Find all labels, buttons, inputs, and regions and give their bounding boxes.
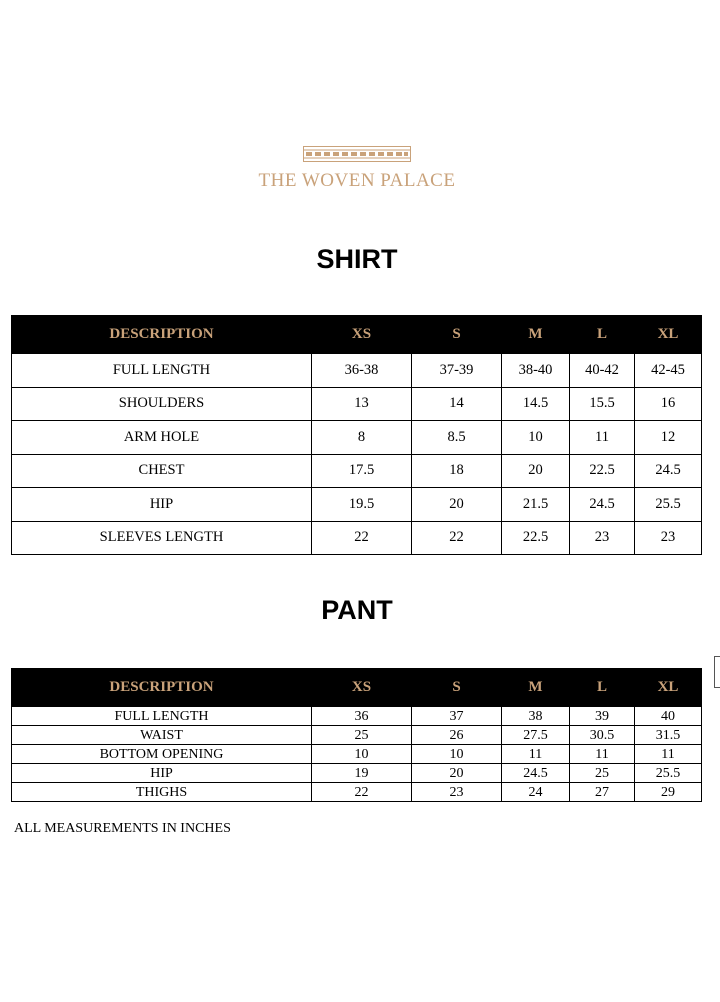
table-header-row bbox=[12, 316, 702, 354]
measurement-value: 11 bbox=[570, 421, 635, 455]
measurement-value: 14 bbox=[412, 387, 502, 421]
column-header-description: DESCRIPTION bbox=[12, 316, 312, 354]
measurement-value: 37-39 bbox=[412, 354, 502, 388]
table-row bbox=[12, 454, 702, 488]
measurement-value: 25 bbox=[570, 764, 635, 783]
measurement-value: 29 bbox=[635, 783, 702, 802]
measurement-label: CHEST bbox=[12, 454, 312, 488]
measurement-label: HIP bbox=[12, 764, 312, 783]
measurement-value: 36-38 bbox=[312, 354, 412, 388]
measurement-label: BOTTOM OPENING bbox=[12, 745, 312, 764]
table-header-row bbox=[12, 669, 702, 707]
measurement-value: 30.5 bbox=[570, 726, 635, 745]
measurement-value: 12 bbox=[635, 421, 702, 455]
column-header-description: DESCRIPTION bbox=[12, 669, 312, 707]
measurement-label: SLEEVES LENGTH bbox=[12, 521, 312, 555]
measurement-value: 18 bbox=[412, 454, 502, 488]
measurement-value: 16 bbox=[635, 387, 702, 421]
measurement-value: 17.5 bbox=[312, 454, 412, 488]
measurement-value: 22 bbox=[312, 521, 412, 555]
brand-name: THE WOVEN PALACE bbox=[258, 170, 456, 191]
column-header-size: L bbox=[570, 316, 635, 354]
measurement-value: 22.5 bbox=[570, 454, 635, 488]
measurement-note: ALL MEASUREMENTS IN INCHES bbox=[14, 821, 231, 836]
measurement-value: 24.5 bbox=[635, 454, 702, 488]
measurement-value: 11 bbox=[502, 745, 570, 764]
shirt-title: SHIRT bbox=[316, 244, 398, 274]
measurement-label: SHOULDERS bbox=[12, 387, 312, 421]
measurement-label: WAIST bbox=[12, 726, 312, 745]
measurement-value: 23 bbox=[635, 521, 702, 555]
measurement-value: 24.5 bbox=[570, 488, 635, 522]
table-row bbox=[12, 521, 702, 555]
measurement-value: 20 bbox=[412, 764, 502, 783]
measurement-label: FULL LENGTH bbox=[12, 354, 312, 388]
measurement-value: 19.5 bbox=[312, 488, 412, 522]
measurement-value: 11 bbox=[635, 745, 702, 764]
table-row bbox=[12, 726, 702, 745]
column-header-size: XL bbox=[635, 316, 702, 354]
shirt-size-table bbox=[11, 315, 702, 555]
measurement-value: 24 bbox=[502, 783, 570, 802]
woven-pattern-logo-icon bbox=[303, 146, 411, 162]
measurement-value: 36 bbox=[312, 707, 412, 726]
table-row bbox=[12, 488, 702, 522]
measurement-value: 38 bbox=[502, 707, 570, 726]
table-row bbox=[12, 783, 702, 802]
measurement-value: 10 bbox=[412, 745, 502, 764]
measurement-value: 20 bbox=[502, 454, 570, 488]
column-header-size: S bbox=[412, 669, 502, 707]
measurement-value: 42-45 bbox=[635, 354, 702, 388]
edge-fragment bbox=[714, 656, 720, 688]
measurement-value: 13 bbox=[312, 387, 412, 421]
measurement-value: 40-42 bbox=[570, 354, 635, 388]
measurement-value: 22.5 bbox=[502, 521, 570, 555]
measurement-label: FULL LENGTH bbox=[12, 707, 312, 726]
measurement-value: 11 bbox=[570, 745, 635, 764]
measurement-value: 10 bbox=[502, 421, 570, 455]
measurement-value: 14.5 bbox=[502, 387, 570, 421]
measurement-value: 8 bbox=[312, 421, 412, 455]
measurement-value: 22 bbox=[412, 521, 502, 555]
column-header-size: L bbox=[570, 669, 635, 707]
measurement-value: 8.5 bbox=[412, 421, 502, 455]
measurement-value: 25.5 bbox=[635, 764, 702, 783]
measurement-value: 23 bbox=[412, 783, 502, 802]
table-row bbox=[12, 745, 702, 764]
measurement-value: 24.5 bbox=[502, 764, 570, 783]
measurement-value: 26 bbox=[412, 726, 502, 745]
table-row bbox=[12, 707, 702, 726]
measurement-value: 27.5 bbox=[502, 726, 570, 745]
measurement-value: 20 bbox=[412, 488, 502, 522]
column-header-size: S bbox=[412, 316, 502, 354]
measurement-value: 31.5 bbox=[635, 726, 702, 745]
measurement-label: HIP bbox=[12, 488, 312, 522]
measurement-value: 38-40 bbox=[502, 354, 570, 388]
column-header-size: M bbox=[502, 669, 570, 707]
measurement-value: 15.5 bbox=[570, 387, 635, 421]
measurement-value: 21.5 bbox=[502, 488, 570, 522]
column-header-size: XS bbox=[312, 669, 412, 707]
measurement-value: 23 bbox=[570, 521, 635, 555]
column-header-size: XL bbox=[635, 669, 702, 707]
measurement-label: ARM HOLE bbox=[12, 421, 312, 455]
measurement-value: 25.5 bbox=[635, 488, 702, 522]
measurement-value: 27 bbox=[570, 783, 635, 802]
table-row bbox=[12, 421, 702, 455]
measurement-value: 40 bbox=[635, 707, 702, 726]
measurement-value: 37 bbox=[412, 707, 502, 726]
measurement-value: 39 bbox=[570, 707, 635, 726]
measurement-value: 25 bbox=[312, 726, 412, 745]
column-header-size: M bbox=[502, 316, 570, 354]
table-row bbox=[12, 387, 702, 421]
measurement-value: 22 bbox=[312, 783, 412, 802]
pant-size-table bbox=[11, 668, 702, 802]
pant-title: PANT bbox=[321, 595, 393, 625]
table-row bbox=[12, 354, 702, 388]
column-header-size: XS bbox=[312, 316, 412, 354]
measurement-value: 10 bbox=[312, 745, 412, 764]
measurement-value: 19 bbox=[312, 764, 412, 783]
measurement-label: THIGHS bbox=[12, 783, 312, 802]
table-row bbox=[12, 764, 702, 783]
